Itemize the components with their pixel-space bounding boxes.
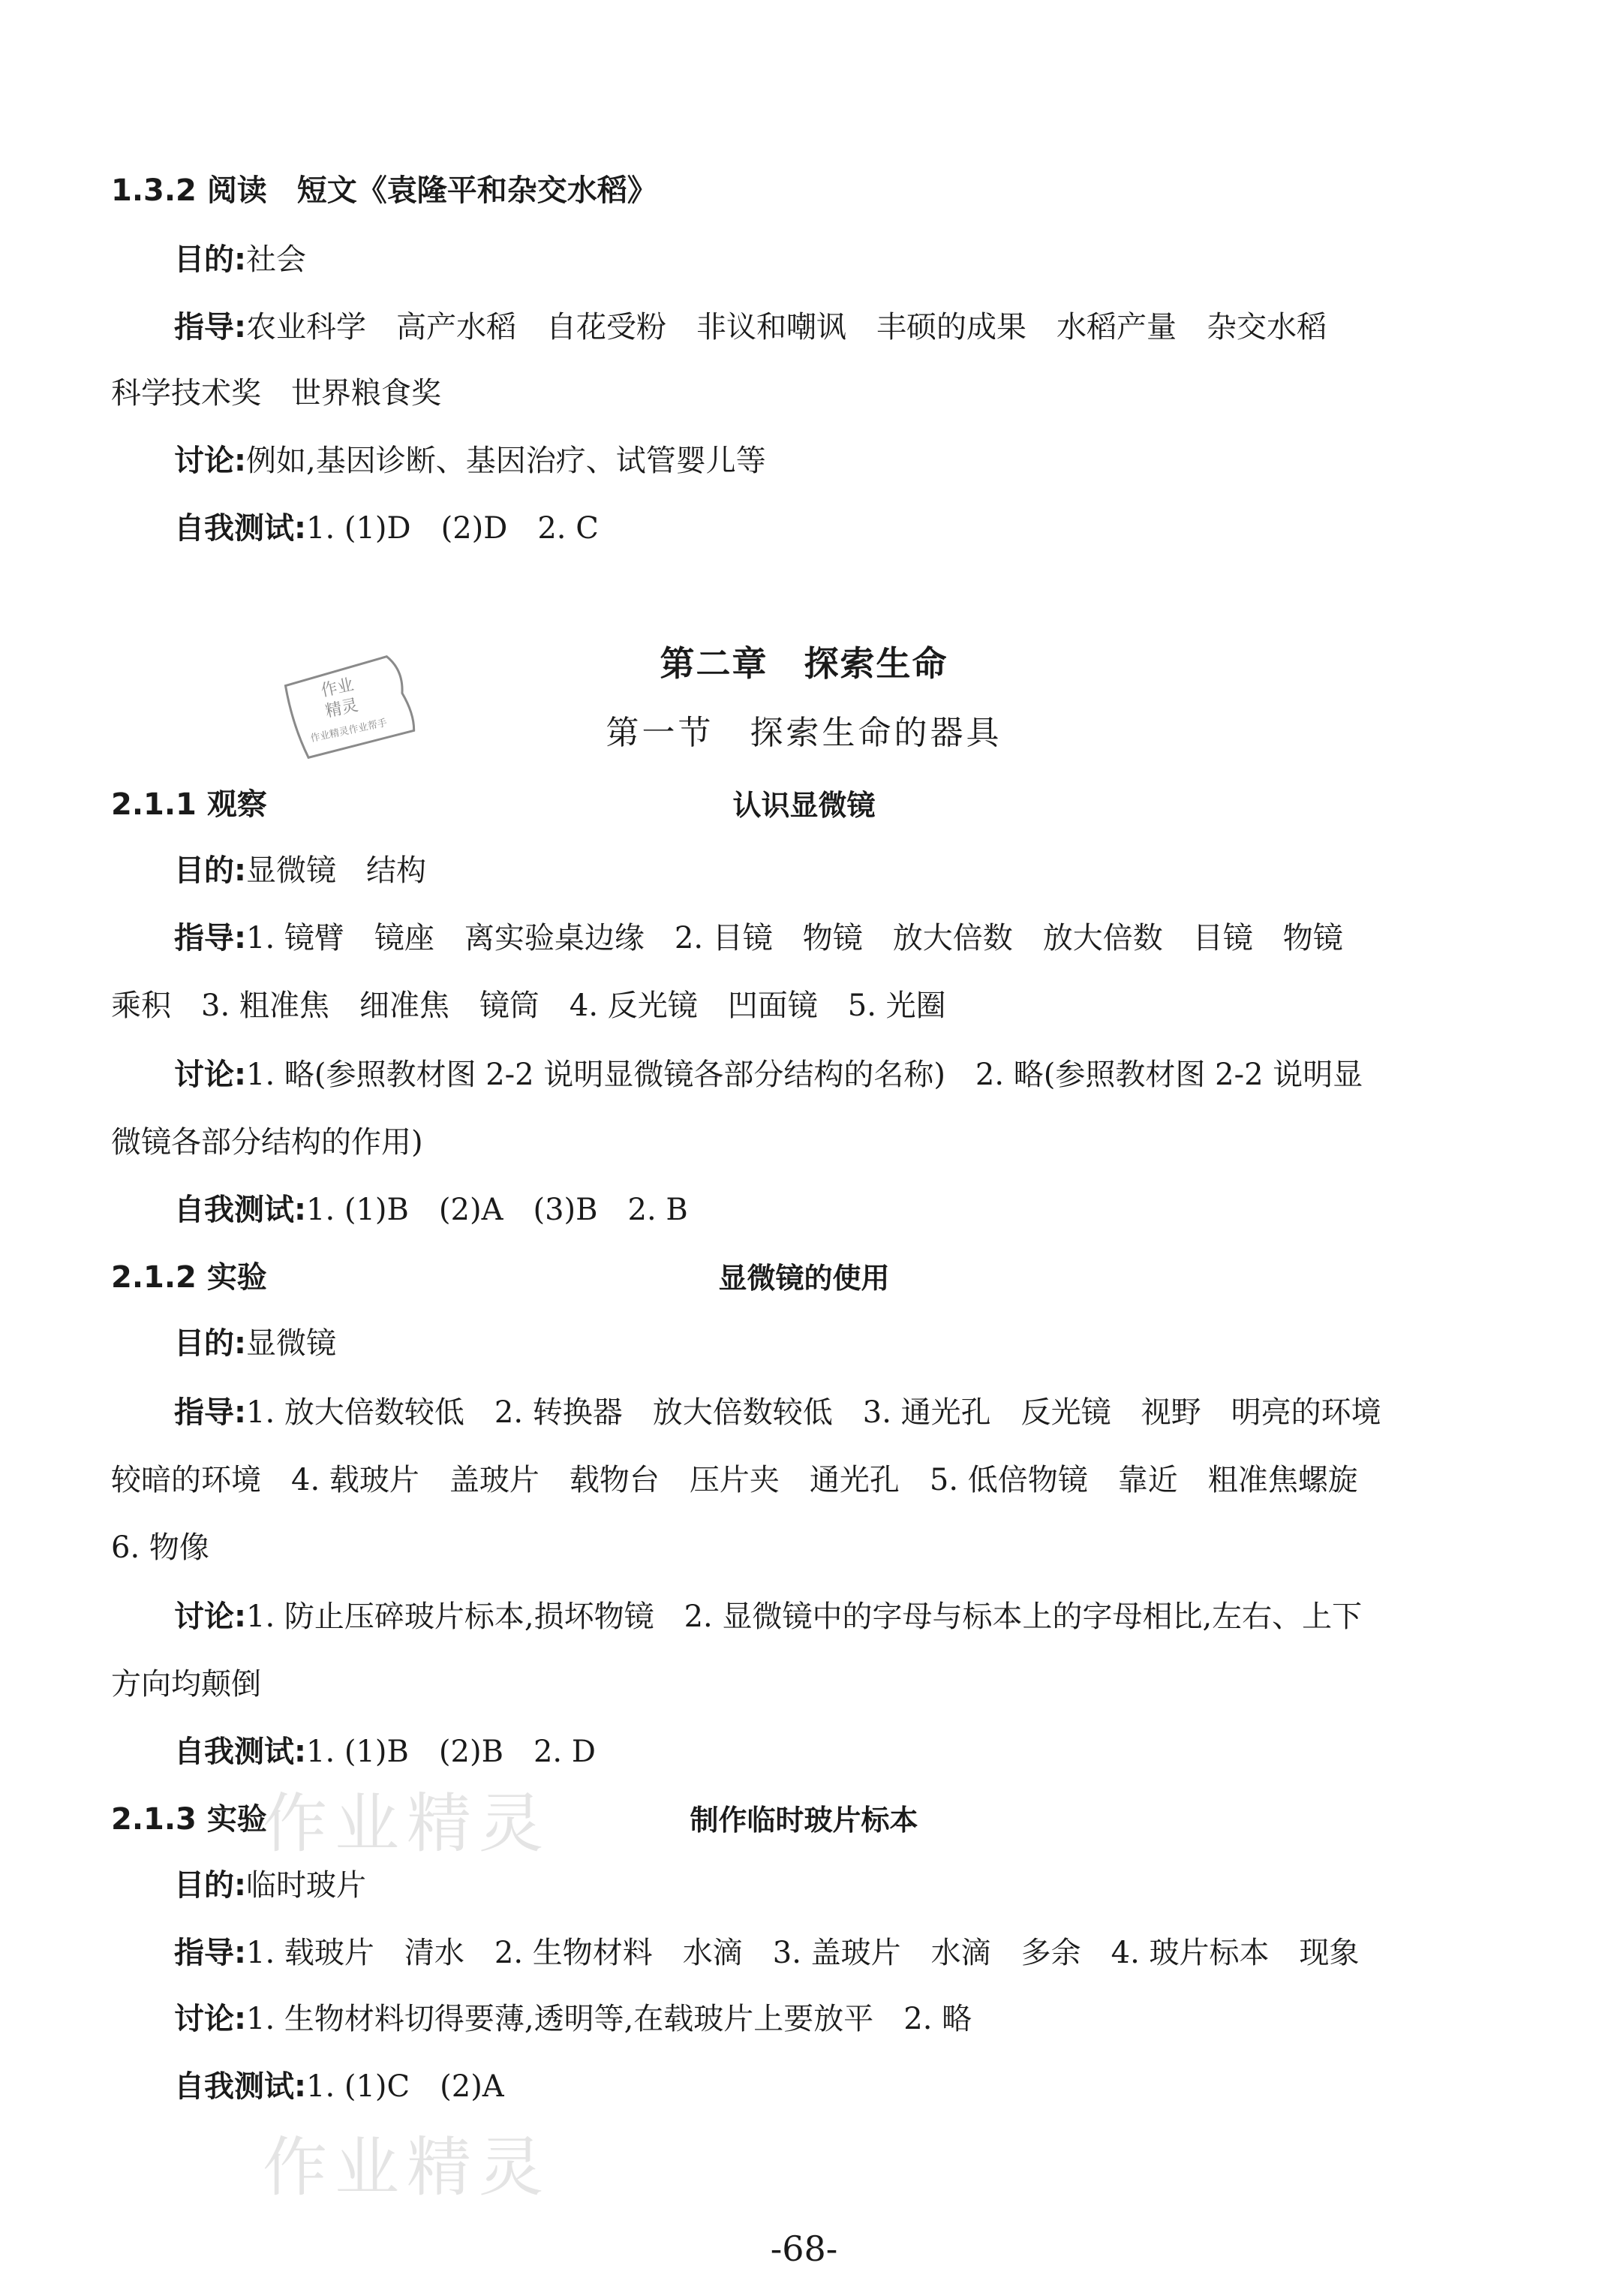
s212-zhidao-line2: 较暗的环境 4. 载玻片 盖玻片 载物台 压片夹 通光孔 5. 低倍物镜 靠近 粗准焦螺旋 [111,1463,1358,1497]
s212-taolun-line1 [174,1597,1362,1636]
s211-mudi [174,851,426,890]
s213-zhidao-text: 1. 载玻片 清水 2. 生物材料 水滴 3. 盖玻片 水滴 多余 4. 玻片标本 现象 [246,1936,1360,1970]
s213-ceshi [174,2067,504,2106]
section-title: 第一节 探索生命的器具 [606,714,1002,752]
s212-zhidao-text1: 1. 放大倍数较低 2. 转换器 放大倍数较低 3. 通光孔 反光镜 视野 明亮的环境 [246,1395,1381,1430]
section-211-heading: 认识显微镜 [732,789,876,822]
s211-taolun-text1: 1. 略(参照教材图 2-2 说明显微镜各部分结构的名称) 2. 略(参照教材图 2-2 说明显 [246,1058,1363,1092]
s132-taolun-text: 例如,基因诊断、基因治疗、试管婴儿等 [246,444,766,478]
s212-mudi [174,1324,336,1363]
s212-mudi-text: 显微镜 [246,1326,336,1361]
s211-taolun-label: 讨论: [174,1058,246,1092]
s213-mudi-label: 目的: [174,1868,246,1903]
watermark-text: 作业精灵 [263,1786,551,1861]
s212-ceshi-label: 自我测试: [174,1735,306,1769]
s211-ceshi-label: 自我测试: [174,1193,306,1227]
s213-zhidao-label: 指导: [174,1936,246,1970]
s211-zhidao-label: 指导: [174,921,246,955]
s132-mudi [174,240,306,279]
section-213-number: 2.1.3 实验 [111,1802,267,1837]
s212-ceshi [174,1732,596,1771]
stamp-line2: 精灵 [323,696,360,721]
s212-zhidao-label: 指导: [174,1395,246,1430]
section-212-heading: 显微镜的使用 [718,1262,890,1295]
s213-zhidao [174,1933,1360,1973]
s132-ceshi-label: 自我测试: [174,511,306,546]
watermark-text-2: 作业精灵 [263,2130,551,2205]
s213-taolun-label: 讨论: [174,2002,246,2036]
s211-zhidao-line1 [174,919,1343,958]
s132-zhidao-line1 [174,308,1327,347]
s132-zhidao-text1: 农业科学 高产水稻 自花受粉 非议和嘲讽 丰硕的成果 水稻产量 杂交水稻 [246,310,1327,345]
s211-mudi-label: 目的: [174,853,246,888]
s213-mudi-text: 临时玻片 [246,1868,366,1903]
s213-ceshi-label: 自我测试: [174,2069,306,2104]
s132-mudi-text: 社会 [246,242,306,277]
s211-taolun-line2: 微镜各部分结构的作用) [111,1125,423,1160]
s213-ceshi-text: 1. (1)C (2)A [306,2069,504,2104]
stamp-line3: 作业精灵作业帮手 [309,717,389,745]
page-number: -68- [770,2228,838,2269]
s132-ceshi [174,509,599,548]
stamp-line1: 作业 [319,675,356,701]
s132-taolun [174,441,766,480]
section-211-number: 2.1.1 观察 [111,787,267,822]
s211-ceshi [174,1190,688,1229]
s211-ceshi-text: 1. (1)B (2)A (3)B 2. B [306,1193,688,1227]
s212-zhidao-line1 [174,1393,1381,1432]
s212-taolun-text1: 1. 防止压碎玻片标本,损坏物镜 2. 显微镜中的字母与标本上的字母相比,左右、上下 [246,1599,1363,1634]
s213-mudi [174,1866,366,1905]
s211-taolun-line1 [174,1055,1363,1094]
s211-zhidao-text1: 1. 镜臂 镜座 离实验桌边缘 2. 目镜 物镜 放大倍数 放大倍数 目镜 物镜 [246,921,1343,955]
chapter-title: 第二章 探索生命 [660,643,948,684]
s211-mudi-text: 显微镜 结构 [246,853,426,888]
section-213-heading: 制作临时玻片标本 [690,1804,918,1837]
s212-zhidao-line3: 6. 物像 [111,1530,209,1565]
s211-zhidao-line2: 乘积 3. 粗准焦 细准焦 镜筒 4. 反光镜 凹面镜 5. 光圈 [111,989,946,1023]
s213-taolun [174,2000,972,2039]
section-132-title: 1.3.2 阅读 短文《袁隆平和杂交水稻》 [111,173,657,208]
s132-zhidao-line2: 科学技术奖 世界粮食奖 [111,376,441,411]
s132-taolun-label: 讨论: [174,444,246,478]
s212-taolun-label: 讨论: [174,1599,246,1634]
s132-mudi-label: 目的: [174,242,246,277]
s212-ceshi-text: 1. (1)B (2)B 2. D [306,1735,596,1769]
s132-ceshi-text: 1. (1)D (2)D 2. C [306,511,599,546]
s132-zhidao-label: 指导: [174,310,246,345]
section-212-number: 2.1.2 实验 [111,1260,267,1295]
s212-taolun-line2: 方向均颠倒 [111,1667,261,1702]
s213-taolun-text: 1. 生物材料切得要薄,透明等,在载玻片上要放平 2. 略 [246,2002,972,2036]
s212-mudi-label: 目的: [174,1326,246,1361]
